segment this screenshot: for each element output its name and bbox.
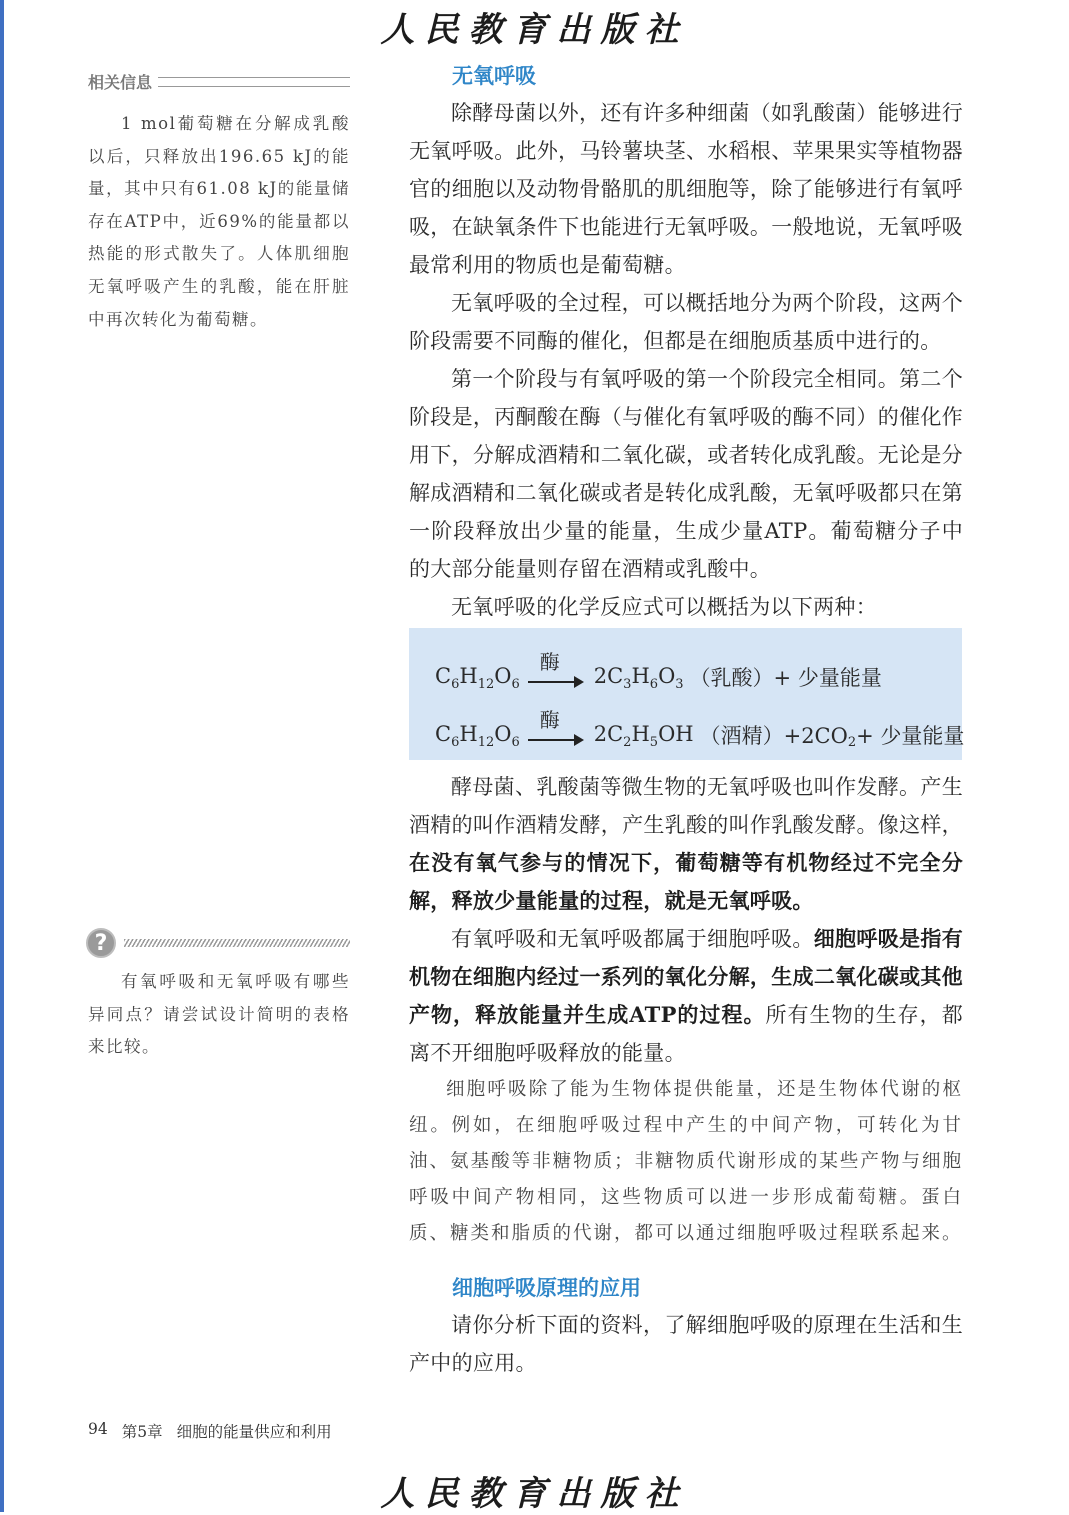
product-alcohol-energy: + 少量能量	[856, 724, 965, 748]
product-alcohol-label: （酒精）+2CO	[699, 724, 848, 748]
enzyme-arrow-2	[528, 708, 586, 750]
chapter-title: 细胞的能量供应和利用	[176, 1423, 332, 1441]
definition-cell-respiration: 细胞呼吸是指有机物在细胞内经过一系列的氧化分解，生成二氧化碳或其他产物，释放能量并生成ATP的过程。	[409, 926, 963, 1027]
chapter-number: 第5章	[121, 1423, 163, 1441]
enzyme-arrow-1	[528, 650, 586, 692]
product-lactic-acid: $2C_3H_6O_3$	[593, 663, 684, 692]
reaction-lactic	[435, 652, 882, 692]
paragraph-7: 细胞呼吸除了能为生物体提供能量，还是生物体代谢的枢纽。例如，在细胞呼吸过程中产生的中间产物，可转化为甘油、氨基酸等非糖物质；非糖物质代谢形成的某些产物与细胞呼吸中间产物相同，这些物质可以进一步形成葡萄糖。蛋白质、糖类和脂质的代谢，都可以通过细胞呼吸过程联系起来。	[409, 1079, 963, 1244]
paragraph-5: 酵母菌、乳酸菌等微生物的无氧呼吸也叫作发酵。产生酒精的叫作酒精发酵，产生乳酸的叫作乳酸发酵。像这样，在没有氧气参与的情况下，葡萄糖等有机物经过不完全分解，释放少量能量的过程，就是无氧呼吸。	[409, 775, 963, 913]
page-footer	[88, 1420, 332, 1442]
paragraph-3: 第一个阶段与有氧呼吸的第一个阶段完全相同。第二个阶段是，丙酮酸在酶（与催化有氧呼吸的酶不同）的催化作用下，分解成酒精和二氧化碳，或者转化成乳酸。无论是分解成酒精和二氧化碳或者是转化成乳酸，无氧呼吸都只在第一阶段释放出少量的能量，生成少量ATP。葡萄糖分子中的大部分能量则存留在酒精或乳酸中。	[409, 367, 963, 581]
question-icon: ?	[86, 928, 116, 958]
heading-application: 细胞呼吸原理的应用	[452, 1276, 641, 1300]
paragraph-6: 有氧呼吸和无氧呼吸都属于细胞呼吸。细胞呼吸是指有机物在细胞内经过一系列的氧化分解，生成二氧化碳或其他产物，释放能量并生成ATP的过程。所有生物的生存，都离不开细胞呼吸释放的能量。	[409, 926, 963, 1065]
question-text: 有氧呼吸和无氧呼吸有哪些异同点？请尝试设计简明的表格来比较。	[88, 972, 350, 1057]
related-info-rule	[158, 77, 350, 87]
enzyme-label-1: 酶	[539, 650, 560, 674]
page-number: 94	[88, 1420, 108, 1438]
main-block-2	[409, 768, 963, 1072]
related-info-header	[88, 68, 350, 94]
reactant-glucose-2: $C_6H_{12}O_6$	[435, 721, 520, 750]
reactant-glucose-1: $C_6H_{12}O_6$	[435, 663, 520, 692]
main-block-3	[409, 1072, 963, 1252]
related-info-label: 相关信息	[88, 72, 153, 92]
question-header	[86, 926, 350, 960]
arrow-head-icon	[574, 734, 584, 746]
product-ethanol: $2C_2H_5OH$	[593, 721, 694, 750]
main-block-4	[409, 1306, 963, 1382]
publisher-footer: 人民教育出版社	[380, 1474, 689, 1514]
related-info-text: 1 mol葡萄糖在分解成乳酸以后，只释放出196.65 kJ的能量，其中只有61.08 kJ的能量储存在ATP中，近69%的能量都以热能的形式散失了。人体肌细胞无氧呼吸产生的乳酸，能在肝脏中再次转化为葡萄糖。	[88, 114, 350, 329]
heading-anaerobic-respiration: 无氧呼吸	[452, 64, 536, 88]
publisher-header: 人民教育出版社	[380, 10, 689, 50]
enzyme-label-2: 酶	[539, 708, 560, 732]
main-block-1	[409, 94, 963, 626]
paragraph-1: 除酵母菌以外，还有许多种细菌（如乳酸菌）能够进行无氧呼吸。此外，马铃薯块茎、水稻根、苹果果实等植物器官的细胞以及动物骨骼肌的肌细胞等，除了能够进行有氧呼吸，在缺氧条件下也能进行无氧呼吸。一般地说，无氧呼吸最常利用的物质也是葡萄糖。	[409, 101, 963, 277]
question-rule	[124, 939, 350, 947]
paragraph-8: 请你分析下面的资料，了解细胞呼吸的原理在生活和生产中的应用。	[409, 1313, 963, 1375]
arrow-head-icon	[574, 676, 584, 688]
definition-anaerobic: 在没有氧气参与的情况下，葡萄糖等有机物经过不完全分解，释放少量能量的过程，就是无氧呼吸。	[409, 850, 963, 913]
paragraph-4: 无氧呼吸的化学反应式可以概括为以下两种：	[451, 595, 877, 619]
reaction-formula-box	[409, 628, 965, 760]
paragraph-2: 无氧呼吸的全过程，可以概括地分为两个阶段，这两个阶段需要不同酶的催化，但都是在细胞质基质中进行的。	[409, 291, 963, 353]
product-lactic-label: （乳酸）+ 少量能量	[689, 666, 882, 690]
page-edge-bar	[0, 0, 4, 1512]
reaction-alcohol: $C_6H_{12}O_6$ 酶 $2C_2H_5OH$ （酒精）+2CO $_2$ + 少量能量	[435, 710, 964, 750]
